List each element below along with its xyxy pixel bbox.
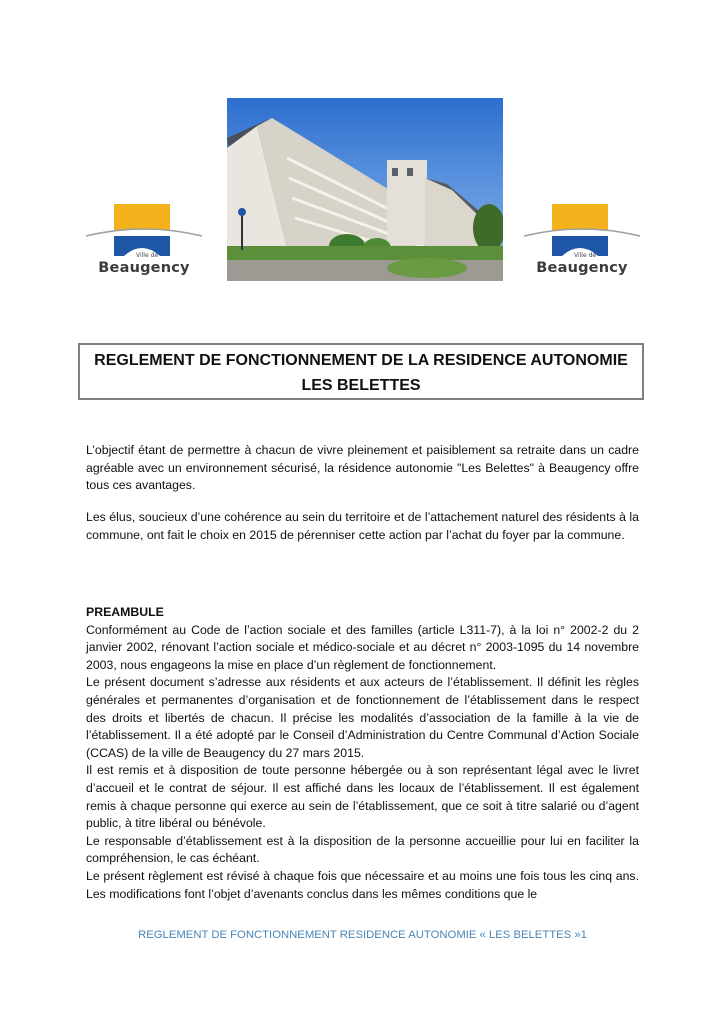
preamble-heading: PREAMBULE <box>86 605 164 619</box>
document-title <box>78 343 644 400</box>
preamble-paragraph-4: Le responsable d’établissement est à la disposition de la personne accueillie pour lui en faciliter la compréhension, le cas échéant. <box>86 833 639 866</box>
preamble-paragraph-1: Conformément au Code de l’action sociale et des familles (article L311-7), à la loi n° 2002-2 du 2 janvier 2002, rénovant l’action sociale et médico-sociale et au décret n° 2003-1095 du 14 novembre 2003, nous engageons la mise en place d’un règlement de fonctionnement. <box>86 622 639 672</box>
residence-photo <box>227 98 503 281</box>
logo-ville-label: Ville de <box>136 252 159 259</box>
intro-paragraph-1 <box>86 442 639 495</box>
intro-paragraph-2 <box>86 509 639 544</box>
logo-ville-label: Ville de <box>574 252 597 259</box>
beaugency-logo-emblem-icon <box>522 200 642 260</box>
document-title-line1: REGLEMENT DE FONCTIONNEMENT DE LA RESIDENCE AUTONOMIE <box>94 352 628 369</box>
intro-text-1: L’objectif étant de permettre à chacun de vivre pleinement et paisiblement sa retraite dans un cadre agréable avec un environnement sécurisé, la résidence autonomie "Les Belettes" à Beaugency offre tous ces avantages. <box>86 443 639 493</box>
beaugency-logo-left <box>84 200 204 290</box>
beaugency-logo-right <box>522 200 642 290</box>
logo-city-name: Beaugency <box>98 260 190 276</box>
page-footer: REGLEMENT DE FONCTIONNEMENT RESIDENCE AUTONOMIE « LES BELETTES »1 <box>138 929 587 941</box>
preamble-paragraph-2: Le présent document s’adresse aux résidents et aux acteurs de l’établissement. Il définit les règles générales et permanentes d’organisation et de fonctionnement de l’établissement dans le respect des droits et libertés de chacun. Il précise les modalités d’association de la famille à la vie de l’établissement. Il a été adopté par le Conseil d’Administration du Centre Communal d’Action Sociale (CCAS) de la ville de Beaugency du 27 mars 2015. <box>86 675 639 760</box>
preamble-section <box>86 604 639 903</box>
residence-building-photo-icon <box>227 98 503 281</box>
document-title-line2: LES BELETTES <box>301 377 421 394</box>
intro-text-2: Les élus, soucieux d’une cohérence au sein du territoire et de l’attachement naturel des résidents à la commune, ont fait le choix en 2015 de pérenniser cette action par l’achat du foyer par la commune. <box>86 510 639 542</box>
logo-city-name: Beaugency <box>536 260 628 276</box>
beaugency-logo-emblem-icon <box>84 200 204 260</box>
preamble-paragraph-3: Il est remis et à disposition de toute personne hébergée ou à son représentant légal avec le livret d’accueil et le contrat de séjour. Il est affiché dans les locaux de l’établissement. Il est également remis à chaque personne qui exerce au sein de l’établissement, que ce soit à titre salarié ou d’agent public, à titre libéral ou bénévole. <box>86 763 639 831</box>
preamble-paragraph-5: Le présent règlement est révisé à chaque fois que nécessaire et au moins une fois tous les cinq ans. Les modifications font l’objet d’avenants conclus dans les mêmes conditions que le <box>86 868 639 901</box>
